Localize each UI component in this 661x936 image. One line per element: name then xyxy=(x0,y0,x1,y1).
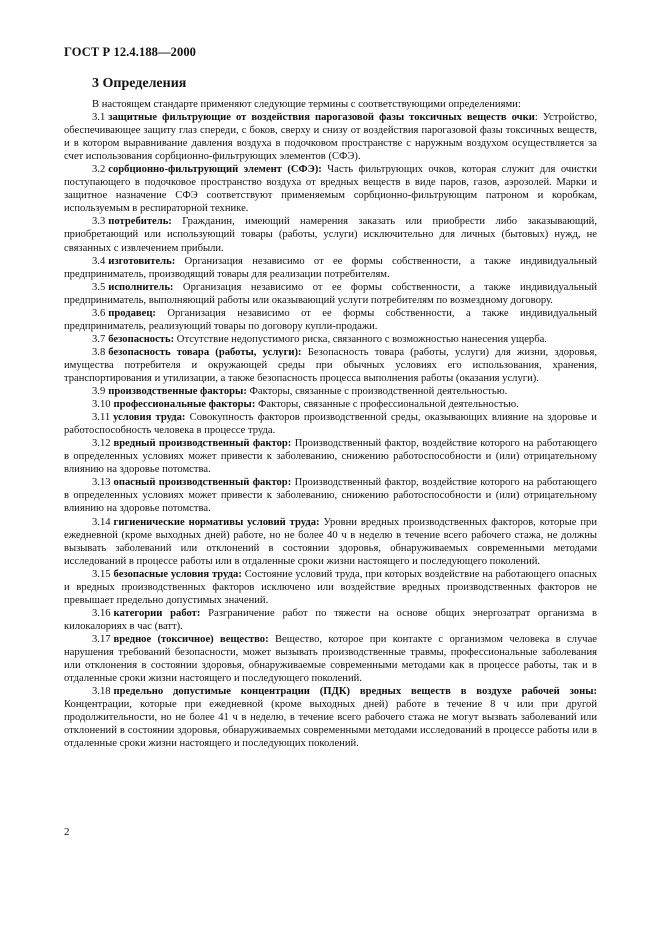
definition-text: Безопасность товара (работы, услуги) для жизни, здоровья, имущества потребителя и окружающей среды при обычных условиях его использования, хранения, транспортирования и утилизации, а также безопасность процесса выполнения работы (оказания услуги). xyxy=(64,346,597,384)
definition-number: 3.12 xyxy=(92,438,111,450)
page-number: 2 xyxy=(64,826,70,838)
definition-text: Производственный фактор, воздействие которого на работающего в определенных условиях может привести к заболеванию, снижению работоспособности и (или) отрицательному влиянию на здоровье потомства. xyxy=(64,438,597,476)
definition-term: вредный производственный фактор: xyxy=(113,438,292,450)
definition-number: 3.9 xyxy=(92,386,106,398)
definition-term: безопасные условия труда: xyxy=(113,568,242,580)
definition-item xyxy=(64,411,597,437)
definition-term: безопасность: xyxy=(108,333,175,345)
definition-number: 3.17 xyxy=(92,633,111,645)
definitions-list xyxy=(64,111,597,750)
definition-text: Организация независимо от ее формы собственности, а также индивидуальный предприниматель, реализующий товары по договору купли-продажи. xyxy=(64,307,597,332)
definition-item xyxy=(64,685,597,750)
definition-text: Производственный фактор, воздействие которого на работающего в определенных условиях может привести к заболеванию, снижению работоспособности и (или) отрицательному влиянию на здоровье потомства. xyxy=(64,477,597,515)
definition-term: опасный производственный фактор: xyxy=(113,477,292,489)
definition-term: продавец: xyxy=(108,307,156,319)
definition-text: Отсутствие недопустимого риска, связанного с возможностью нанесения ущерба. xyxy=(174,333,547,345)
definition-term: категории работ: xyxy=(113,607,201,619)
definition-term: сорбционно-фильтрующий элемент (СФЭ): xyxy=(108,164,322,176)
definition-number: 3.13 xyxy=(92,477,111,489)
definition-text: Факторы, связанные с производственной деятельностью. xyxy=(246,386,508,398)
definition-term: безопасность товара (работы, услуги): xyxy=(108,346,302,358)
definition-term: изготовитель: xyxy=(108,255,176,267)
definition-text: Разграничение работ по тяжести на основе общих энергозатрат организма в килокалориях в час (ватт). xyxy=(64,607,597,632)
definition-number: 3.7 xyxy=(92,333,106,345)
definition-number: 3.1 xyxy=(92,112,106,124)
definition-separator: : xyxy=(534,112,538,124)
definition-item xyxy=(64,163,597,215)
definition-number: 3.10 xyxy=(92,399,111,411)
definition-term: предельно допустимые концентрации (ПДК) вредных веществ в воздухе рабочей зоны: xyxy=(113,686,597,698)
definition-term: потребитель: xyxy=(108,216,172,228)
definition-item xyxy=(64,607,597,633)
definition-number: 3.18 xyxy=(92,686,111,698)
definition-number: 3.8 xyxy=(92,346,106,358)
definition-text: Уровни вредных производственных факторов, которые при ежедневной (кроме выходных дней) работе, но не более 40 ч в неделю в течение всего рабочего стажа, не должны вызывать заболеваний или отклонений в состоянии здоровья, обнаруживаемых современными методами исследований в процессе работы или в отдаленные сроки жизни настоящего и последующего поколений. xyxy=(64,516,597,567)
definition-text: Организация независимо от ее формы собственности, а также индивидуальный предприниматель, производящий товары для реализации потребителям. xyxy=(64,255,597,280)
definition-text: Концентрации, которые при ежедневной (кроме выходных дней) работе в течение 8 ч или при другой продолжительности, но не более 41 ч в неделю, в течение всего рабочего стажа не могут вызвать заболеваний или отклонений в состоянии здоровья, обнаруживаемых современными методами исследований в процессе работы или в отдаленные сроки жизни настоящего и последующих поколений. xyxy=(64,699,597,750)
definition-item xyxy=(64,111,597,163)
definition-term: исполнитель: xyxy=(108,281,174,293)
definition-item xyxy=(64,385,597,398)
definition-item xyxy=(64,346,597,385)
definition-number: 3.14 xyxy=(92,516,111,528)
definition-term: вредное (токсичное) вещество: xyxy=(113,633,269,645)
definition-text: Организация независимо от ее формы собственности, а также индивидуальный предприниматель, выполняющий работы или оказывающий услуги потребителям по возмездному договору. xyxy=(64,281,597,306)
definition-term: профессиональные факторы: xyxy=(113,399,256,411)
definition-text: Устройство, обеспечивающее защиту глаз спереди, с боков, сверху и снизу от воздействия парогазовой фазы токсичных веществ, и в котором выравнивание давления воздуха в подочковом пространстве с наружным воздухом осуществляется за счет использования сорбционно-фильтрующих элементов (СФЭ). xyxy=(64,112,598,163)
definition-item xyxy=(64,215,597,254)
definition-item xyxy=(64,398,597,411)
definition-number: 3.16 xyxy=(92,607,111,619)
definition-item xyxy=(64,476,597,515)
definition-number: 3.2 xyxy=(92,164,106,176)
definition-item xyxy=(64,516,597,568)
definition-number: 3.5 xyxy=(92,281,106,293)
section-title: 3 Определения xyxy=(92,76,187,91)
definition-item xyxy=(64,255,597,281)
definition-item xyxy=(64,633,597,685)
definition-term: производственные факторы: xyxy=(108,386,247,398)
definition-item xyxy=(64,281,597,307)
definition-text: Факторы, связанные с профессиональной деятельностью. xyxy=(255,399,519,411)
definitions-body xyxy=(64,98,597,750)
definition-number: 3.3 xyxy=(92,216,106,228)
definition-term: условия труда: xyxy=(113,412,186,424)
definition-text: Состояние условий труда, при которых воздействие на работающего опасных и вредных производственных факторов исключено или воздействие вредных производственных факторов не превышает предельно допустимых значений. xyxy=(64,568,597,606)
definition-term: защитные фильтрующие от воздействия парогазовой фазы токсичных веществ очки xyxy=(108,112,535,124)
definition-text: Вещество, которое при контакте с организмом человека в случае нарушения требований безопасности, может вызывать производственные травмы, профессиональные заболевания или отклонения в состоянии здоровья, обнаруживаемые современными методами как в процессе работы, так и в отдаленные сроки жизни настоящего и последующего поколений. xyxy=(64,633,598,685)
definition-item xyxy=(64,568,597,607)
definition-item xyxy=(64,437,597,476)
definition-text: Гражданин, имеющий намерения заказать или приобрести либо заказывающий, приобретающий или использующий товары (работы, услуги) исключительно для личных (бытовых) нужд, не связанных с извлечением прибыли. xyxy=(64,216,597,254)
definition-text: Часть фильтрующих очков, которая служит для очистки поступающего в подочковое пространство воздуха от вредных веществ в виде паров, газов, аэрозолей. Марки и защитное назначение СФЭ соответствуют применяемым сорбционно-фильтрующим патроном и коробкам, используемым в респираторной технике. xyxy=(64,164,597,215)
definition-number: 3.15 xyxy=(92,568,111,580)
definition-number: 3.11 xyxy=(92,412,111,424)
definition-text: Совокупность факторов производственной среды, оказывающих влияние на здоровье и работоспособность человека в процессе труда. xyxy=(64,412,597,437)
section-intro: В настоящем стандарте применяют следующие термины с соответствующими определениями: xyxy=(92,99,521,110)
definition-item xyxy=(64,307,597,333)
definition-item xyxy=(64,333,597,346)
definition-term: гигиенические нормативы условий труда: xyxy=(113,516,320,528)
standard-header: ГОСТ Р 12.4.188—2000 xyxy=(64,45,197,59)
definition-number: 3.4 xyxy=(92,255,106,267)
definition-number: 3.6 xyxy=(92,307,106,319)
